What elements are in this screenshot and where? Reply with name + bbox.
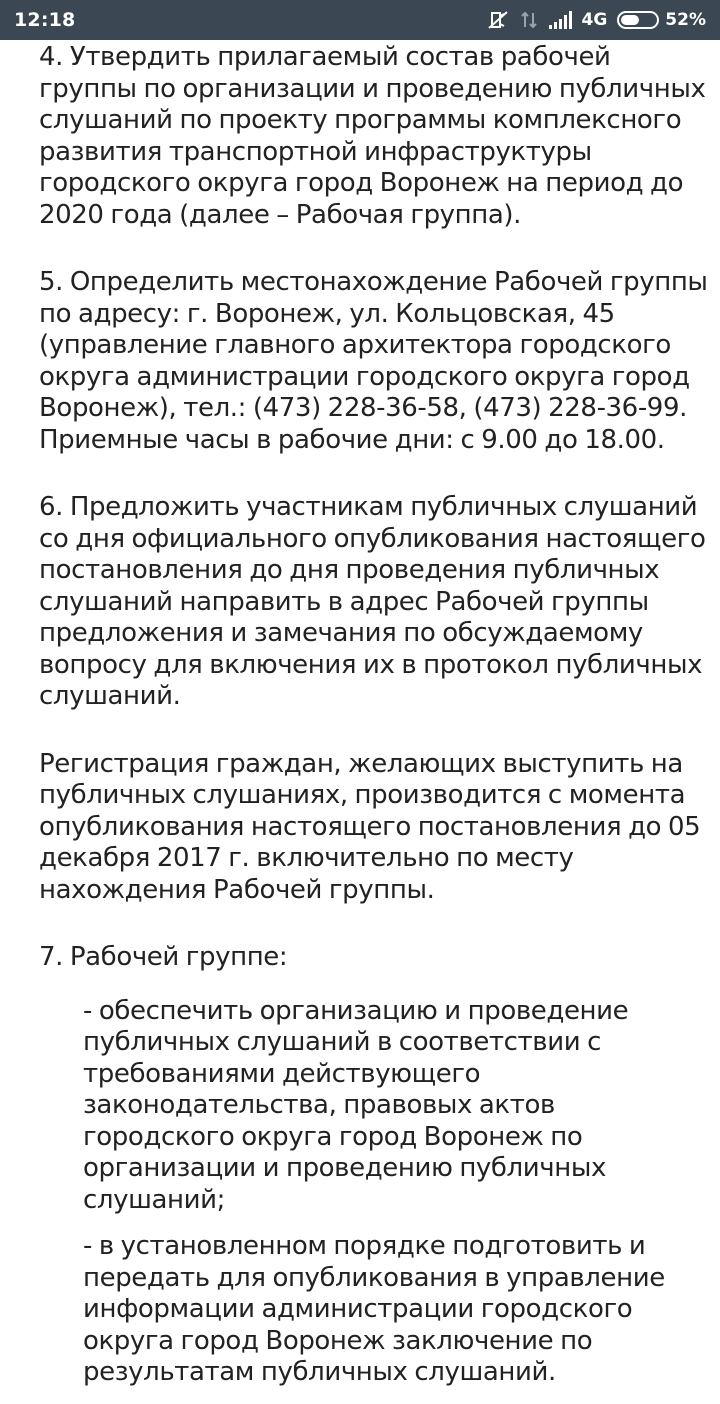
network-type: 4G	[581, 10, 608, 30]
list-item: - обеспечить организацию и проведение публичных слушаний в соответствии с требованиями действующего законодательства, правовых актов городского округа город Воронеж по организации и проведению публичных слушаний;	[83, 995, 629, 1215]
paragraph-registration: Регистрация граждан, желающих выступить на публичных слушаниях, производится с момента опубликования настоящего постановления до 05 декабря 2017 г. включительно по месту нахождения Рабочей группы.	[39, 748, 701, 905]
signal-icon	[548, 10, 572, 30]
status-bar	[0, 0, 720, 40]
paragraph-5: 5. Определить местонахождение Рабочей группы по адресу: г. Воронеж, ул. Кольцовская, 45 (управление главного архитектора городского округа администрации городского округа город Воронеж), тел.: (473) 228-36-58, (473) 228-36-99. Приемные часы в рабочие дни: с 9.00 до 18.00.	[39, 267, 708, 455]
section-7-list	[39, 996, 711, 1389]
mute-icon	[486, 9, 510, 31]
paragraph-4: 4. Утвердить прилагаемый состав рабочей группы по организации и проведению публичных слушаний по проекту программы комплексного развития транспортной инфраструктуры городского округа город Воронеж на период до 2020 года (далее – Рабочая группа).	[39, 42, 706, 230]
document-content	[39, 42, 711, 1404]
status-time: 12:18	[14, 9, 76, 31]
paragraph-6: 6. Предложить участникам публичных слушаний со дня официального опубликования настоящего постановления до дня проведения публичных слушаний направить в адрес Рабочей группы предложения и замечания по обсуждаемому вопросу для включения их в протокол публичных слушаний.	[39, 492, 706, 711]
battery	[617, 10, 706, 30]
section-7-heading: 7. Рабочей группе:	[39, 942, 288, 972]
list-item: - в установленном порядке подготовить и передать для опубликования в управление информации администрации городского округа город Воронеж заключение по результатам публичных слушаний.	[83, 1231, 665, 1387]
battery-percent: 52%	[665, 10, 706, 30]
battery-level	[621, 15, 639, 25]
data-transfer-icon	[520, 9, 538, 31]
status-icons	[486, 9, 707, 31]
battery-icon	[617, 11, 659, 29]
